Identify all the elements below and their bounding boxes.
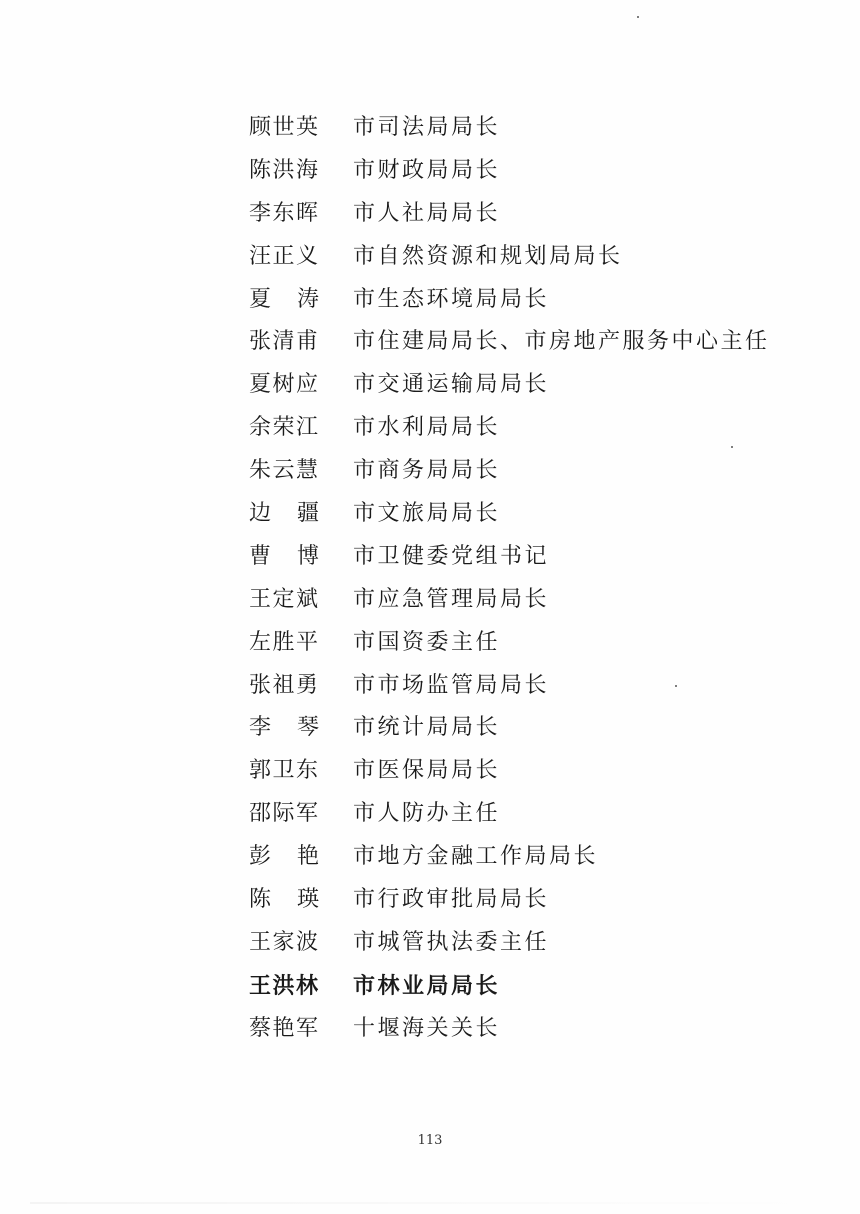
official-name: 朱云慧 [249,458,320,484]
roster-row [249,793,809,836]
official-title: 市城管执法委主任 [353,929,550,955]
official-title: 十堰海关关长 [353,1015,501,1041]
official-name-surname: 边 [249,501,272,527]
official-name-given: 疆 [296,501,319,527]
official-name: 邵际军 [249,801,320,827]
roster-row [249,579,809,622]
roster-row [249,622,809,665]
official-name-surname: 曹 [249,543,272,569]
scan-speck [731,446,733,448]
official-name: 左胜平 [249,629,320,655]
official-name-given: 涛 [296,286,319,312]
roster-row [249,279,809,322]
official-title: 市人社局局长 [353,200,501,226]
official-title: 市林业局局长 [353,972,501,999]
roster-row [249,193,809,236]
official-title: 市医保局局长 [353,758,501,784]
official-name [249,493,319,536]
official-name [249,836,319,879]
official-name-surname: 彭 [249,844,272,870]
roster-row [249,750,809,793]
official-name-given: 瑛 [296,887,319,913]
roster-row [249,450,809,493]
roster-row [249,707,809,750]
official-name: 张清甫 [249,329,320,355]
official-name-surname: 夏 [249,286,272,312]
official-name: 王定斌 [249,586,320,612]
roster-row [249,836,809,879]
scan-speck [675,685,677,687]
roster-row [249,965,809,1008]
official-name-given: 艳 [296,844,319,870]
roster-row [249,236,809,279]
roster-row [249,407,809,450]
roster-row [249,1008,809,1051]
official-title: 市行政审批局局长 [353,887,550,913]
official-name-surname: 陈 [249,887,272,913]
official-name: 张祖勇 [249,672,320,698]
official-title: 市文旅局局长 [353,501,501,527]
official-name: 余荣江 [249,415,320,441]
official-roster [249,107,809,1051]
scan-speck [637,16,639,18]
official-name [249,707,319,750]
official-title: 市地方金融工作局局长 [353,844,599,870]
roster-row [249,107,809,150]
official-name-given: 博 [296,543,319,569]
official-title: 市市场监管局局长 [353,672,550,698]
roster-row [249,879,809,922]
official-name: 蔡艳军 [249,1015,320,1041]
official-name: 陈洪海 [249,157,320,183]
official-title: 市生态环境局局长 [353,286,550,312]
official-title: 市自然资源和规划局局长 [353,243,623,269]
official-title: 市司法局局长 [353,115,501,140]
roster-row [249,321,809,364]
roster-row [249,665,809,708]
official-title: 市国资委主任 [353,629,501,655]
official-title: 市卫健委党组书记 [353,543,550,569]
roster-row [249,536,809,579]
official-title: 市财政局局长 [353,157,501,183]
official-name: 汪正义 [249,243,320,269]
roster-row [249,922,809,965]
official-name: 郭卫东 [249,758,320,784]
roster-row [249,150,809,193]
official-title: 市应急管理局局长 [353,586,550,612]
official-title: 市住建局局长、市房地产服务中心主任 [353,329,770,355]
official-title: 市商务局局长 [353,458,501,484]
official-name: 夏树应 [249,372,320,398]
official-name: 李东晖 [249,200,320,226]
official-title: 市水利局局长 [353,415,501,441]
official-name-surname: 李 [249,715,272,741]
official-name: 王洪林 [249,972,320,999]
official-name [249,279,319,322]
official-title: 市统计局局长 [353,715,501,741]
official-name: 王家波 [249,929,320,955]
official-name [249,536,319,579]
official-name: 顾世英 [249,115,320,140]
official-name-given: 琴 [296,715,319,741]
roster-row [249,364,809,407]
roster-row [249,493,809,536]
page-number: 113 [417,1133,443,1148]
scan-edge-shadow [30,1202,830,1204]
official-title: 市人防办主任 [353,801,501,827]
official-name [249,879,319,922]
official-title: 市交通运输局局长 [353,372,550,398]
